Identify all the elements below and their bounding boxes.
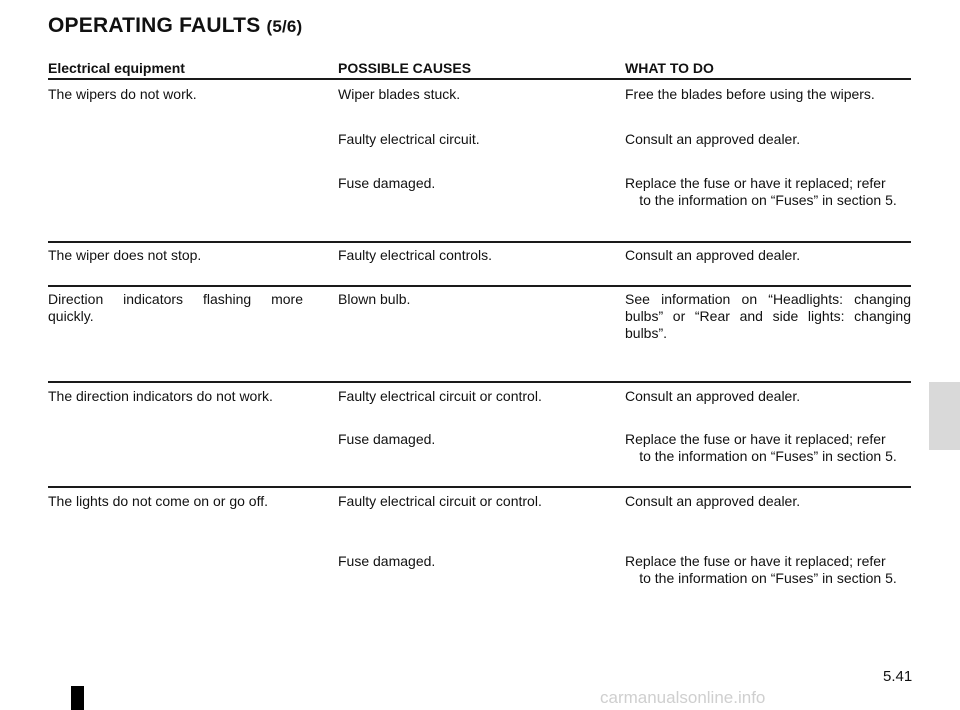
page-title-main: OPERATING FAULTS [48,14,261,37]
row-indicators-fast-todo: See information on “Headlights: changing bulbs” or “Rear and side lights: changing bulbs”. [625,291,911,341]
row-indicators-off-cause-1: Faulty electrical circuit or control. [338,388,542,404]
row-wipers-todo-2: Consult an approved dealer. [625,131,801,147]
row-wipers-todo-1: Free the blades before using the wipers. [625,86,875,102]
row-wipers-todo-3: Replace the fuse or have it replaced; refer [625,175,886,191]
row-lights-todo-1: Consult an approved dealer. [625,493,801,509]
header-what-to-do: WHAT TO DO [625,60,714,76]
row-indicators-fast-equipment: Direction indicators flashing more quickly. [48,291,303,324]
header-electrical-equipment: Electrical equipment [48,60,185,76]
row-lights-cause-2: Fuse damaged. [338,553,436,569]
row-indicators-off-todo-2: Replace the fuse or have it replaced; refer [625,431,886,447]
header-possible-causes: POSSIBLE CAUSES [338,60,472,76]
table-rule [48,241,911,243]
row-wipers-cause-3: Fuse damaged. [338,175,436,191]
row-indicators-off-todo-2-line2: to the information on “Fuses” in section 5. [639,448,897,464]
row-indicators-off-equipment: The direction indicators do not work. [48,388,273,404]
row-indicators-off-todo-1: Consult an approved dealer. [625,388,801,404]
row-lights-todo-2-line2: to the information on “Fuses” in section 5. [639,570,897,586]
row-wiper-stop-equipment: The wiper does not stop. [48,247,202,263]
table-rule [48,486,911,488]
row-wipers-cause-1: Wiper blades stuck. [338,86,461,102]
row-indicators-off-cause-2: Fuse damaged. [338,431,436,447]
row-wipers-equipment: The wipers do not work. [48,86,197,102]
row-wiper-stop-todo: Consult an approved dealer. [625,247,801,263]
row-indicators-fast-cause: Blown bulb. [338,291,411,307]
crop-mark [71,686,84,710]
row-wiper-stop-cause: Faulty electrical controls. [338,247,493,263]
table-rule [48,381,911,383]
watermark: carmanualsonline.info [600,688,766,707]
table-rule [48,78,911,80]
page-title [48,14,302,38]
page-number: 5.41 [883,668,913,685]
row-lights-equipment: The lights do not come on or go off. [48,493,268,509]
table-rule [48,285,911,287]
row-lights-cause-1: Faulty electrical circuit or control. [338,493,542,509]
row-wipers-cause-2: Faulty electrical circuit. [338,131,480,147]
row-wipers-todo-3-line2: to the information on “Fuses” in section 5. [639,192,897,208]
row-lights-todo-2: Replace the fuse or have it replaced; refer [625,553,886,569]
page-title-part: (5/6) [266,17,303,36]
section-tab [929,382,960,450]
